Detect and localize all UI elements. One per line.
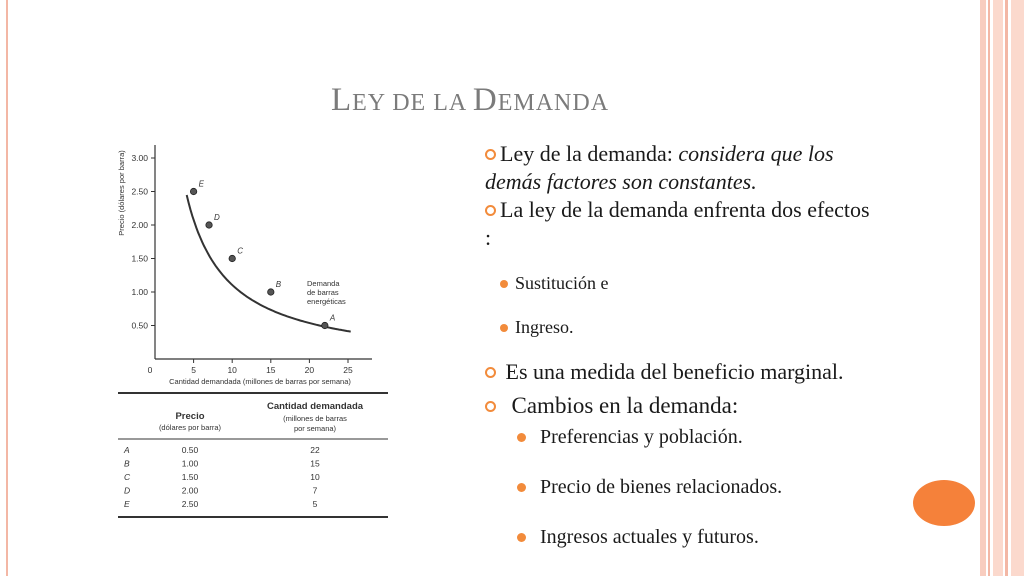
right-stripe-1 [980, 0, 986, 576]
ring-bullet-icon [485, 367, 496, 378]
ring-bullet-icon [485, 205, 496, 216]
table-cell-label: E [124, 499, 130, 509]
demand-chart [110, 135, 400, 535]
point-label: B [275, 280, 282, 289]
bullet-1: Ley de la demanda: considera que los demás factores son constantes. [485, 141, 834, 194]
bullet-2: La ley de la demanda enfrenta dos efectos : [485, 197, 870, 250]
table-cell-qty: 22 [310, 445, 320, 455]
point-label: D [214, 213, 220, 222]
bullet-3: Es una medida del beneficio marginal. [485, 358, 875, 386]
x-tick-label: 10 [227, 365, 237, 375]
y-tick-label: 0.50 [131, 320, 148, 331]
table-cell-price: 2.00 [181, 485, 199, 496]
curve-label: Demanda [307, 279, 340, 288]
right-stripe-3 [993, 0, 1003, 576]
demand-curve-line [187, 195, 351, 332]
dot-bullet-icon [517, 533, 526, 542]
ring-bullet-icon [485, 401, 496, 412]
demand-figure [110, 135, 400, 535]
table-cell-label: D [124, 485, 131, 496]
table-cell-qty: 7 [312, 485, 318, 496]
bullet-list [485, 140, 875, 572]
table-header-price-sub: (dólares por barra) [158, 423, 222, 432]
x-tick-label: 15 [266, 365, 276, 375]
y-tick-label: 1.00 [131, 287, 148, 297]
curve-label: de barras [307, 288, 339, 297]
data-point-e [190, 188, 196, 194]
table-cell-label: A [124, 445, 130, 455]
point-label: E [198, 179, 204, 189]
sub-bullet: Ingresos actuales y futuros. [485, 522, 875, 552]
x-tick-label: 0 [147, 365, 153, 375]
table-cell-price: 1.00 [181, 458, 199, 469]
ring-bullet-icon [485, 149, 496, 160]
point-label: C [237, 246, 243, 256]
data-point-d [206, 222, 212, 228]
right-stripe-2 [988, 0, 990, 576]
y-tick-label: 2.50 [131, 186, 148, 197]
data-point-c [229, 255, 235, 261]
table-header-qty: Cantidad demandada [266, 401, 364, 412]
sub-bullet: Preferencias y población. [485, 422, 875, 452]
dot-bullet-icon [500, 280, 508, 288]
x-tick-label: 20 [304, 365, 315, 375]
table-header-qty-sub: (millones de barras [283, 414, 347, 423]
dot-bullet-icon [500, 324, 508, 332]
dot-bullet-icon [517, 433, 526, 442]
right-stripe-4 [1005, 0, 1008, 576]
dot-bullet-icon [517, 483, 526, 492]
table-cell-price: 0.50 [181, 445, 199, 455]
table-header-qty-sub: por semana) [293, 424, 337, 433]
table-cell-price: 1.50 [181, 472, 199, 482]
sub-bullet: Sustitución e [485, 270, 875, 296]
y-tick-label: 3.00 [131, 153, 148, 163]
table-cell-label: C [124, 472, 131, 482]
table-cell-qty: 15 [310, 458, 320, 469]
point-label: A [329, 313, 336, 323]
table-cell-price: 2.50 [181, 499, 199, 509]
data-point-b [268, 289, 274, 295]
data-point-a [322, 322, 328, 328]
curve-label: energéticas [307, 297, 346, 306]
sub-bullet: Ingreso. [485, 314, 875, 340]
table-header-price: Precio [175, 411, 205, 422]
right-stripe-5 [1011, 0, 1024, 576]
table-cell-label: B [124, 458, 130, 469]
y-axis-label: Precio (dólares por barra) [117, 150, 126, 236]
bullet-4: Cambios en la demanda: [485, 392, 875, 420]
slide-title: LEY DE LA DEMANDA [330, 82, 610, 118]
y-tick-label: 2.00 [131, 220, 148, 230]
decorative-circle [913, 480, 975, 526]
sub-bullet: Precio de bienes relacionados. [485, 472, 875, 502]
x-tick-label: 5 [191, 365, 196, 375]
table-cell-qty: 10 [310, 472, 320, 482]
table-cell-qty: 5 [312, 499, 318, 509]
x-axis-label: Cantidad demandada (millones de barras por semana) [169, 377, 351, 386]
x-tick-label: 25 [343, 365, 353, 375]
y-tick-label: 1.50 [131, 253, 148, 264]
